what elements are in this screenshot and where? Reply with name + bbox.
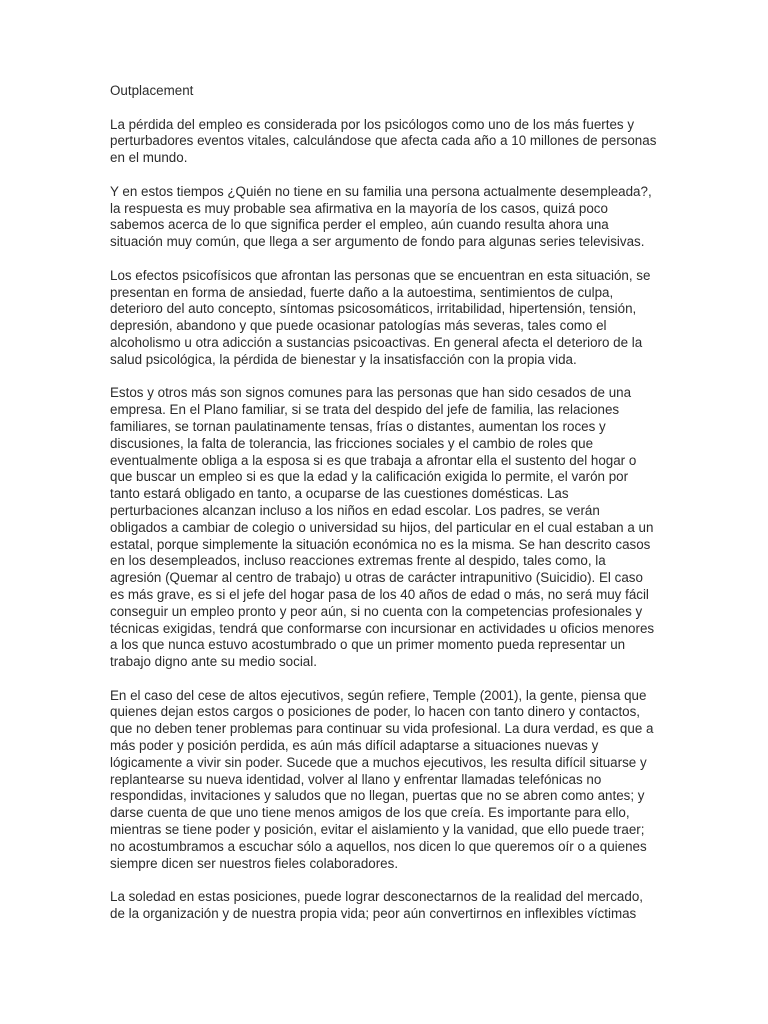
document-page (110, 83, 660, 940)
paragraph: La soledad en estas posiciones, puede lograr desconectarnos de la realidad del mercado, de la organización y de nuestra propia vida; peor aún convertirnos en inflexibles víctimas (110, 889, 643, 922)
paragraph: En el caso del cese de altos ejecutivos, según refiere, Temple (2001), la gente, piensa que quienes dejan estos cargos o posiciones de poder, lo hacen con tanto dinero y contactos, que no deben tener problemas para continuar su vida profesional. La dura verdad, es que a más poder y posición perdida, es aún más difícil adaptarse a situaciones nuevas y lógicamente a vivir sin poder. Sucede que a muchos ejecutivos, les resulta difícil situarse y replantearse su nueva identidad, volver al llano y enfrentar llamadas telefónicas no respondidas, invitaciones y saludos que no llegan, puertas que no se abren como antes; y darse cuenta de que uno tiene menos amigos de los que creía. Es importante para ello, mientras se tiene poder y posición, evitar el aislamiento y la vanidad, que ello puede traer; no acostumbramos a escuchar sólo a aquellos, nos dicen lo que queremos oír o a quienes siempre dicen ser nuestros fieles colaboradores. (110, 687, 654, 871)
paragraph: Y en estos tiempos ¿Quién no tiene en su familia una persona actualmente desempleada?, la respuesta es muy probable sea afirmativa en la mayoría de los casos, quizá poco sabemos acerca de lo que significa perder el empleo, aún cuando resulta ahora una situación muy común, que llega a ser argumento de fondo para algunas series televisivas. (110, 183, 652, 250)
paragraph: Los efectos psicofísicos que afrontan las personas que se encuentran en esta situación, se presentan en forma de ansiedad, fuerte daño a la autoestima, sentimientos de culpa, deterioro del auto concepto, síntomas psicosomáticos, irritabilidad, hipertensión, tensión, depresión, abandono y que puede ocasionar patologías más severas, tales como el alcoholismo u otra adicción a sustancias psicoactivas. En general afecta el deterioro de la salud psicológica, la pérdida de bienestar y la insatisfacción con la propia vida. (110, 267, 651, 367)
paragraph: La pérdida del empleo es considerada por los psicólogos como uno de los más fuertes y perturbadores eventos vitales, calculándose que afecta cada año a 10 millones de personas en el mundo. (110, 116, 657, 166)
paragraph: Estos y otros más son signos comunes para las personas que han sido cesados de una empresa. En el Plano familiar, si se trata del despido del jefe de familia, las relaciones familiares, se tornan paulatinamente tensas, frías o distantes, aumentan los roces y discusiones, la falta de tolerancia, las fricciones sociales y el cambio de roles que eventualmente obliga a la esposa si es que trabaja a afrontar ella el sustento del hogar o que buscar un empleo si es que la edad y la calificación exigida lo permite, el varón por tanto estará obligado en tanto, a ocuparse de las cuestiones domésticas. Las perturbaciones alcanzan incluso a los niños en edad escolar. Los padres, se verán obligados a cambiar de colegio o universidad su hijos, del particular en el cual estaban a un estatal, porque simplemente la situación económica no es la misma. Se han descrito casos en los desempleados, incluso reacciones extremas frente al despido, tales como, la agresión (Quemar al centro de trabajo) u otras de carácter intrapunitivo (Suicidio). El caso es más grave, es si el jefe del hogar pasa de los 40 años de edad o más, no será muy fácil conseguir un empleo pronto y peor aún, si no cuenta con la competencias profesionales y técnicas exigidas, tendrá que conformarse con incursionar en actividades u oficios menores a los que nunca estuvo acostumbrado o que un primer momento pueda representar un trabajo digno ante su medio social. (110, 385, 655, 670)
document-title: Outplacement (110, 83, 194, 98)
